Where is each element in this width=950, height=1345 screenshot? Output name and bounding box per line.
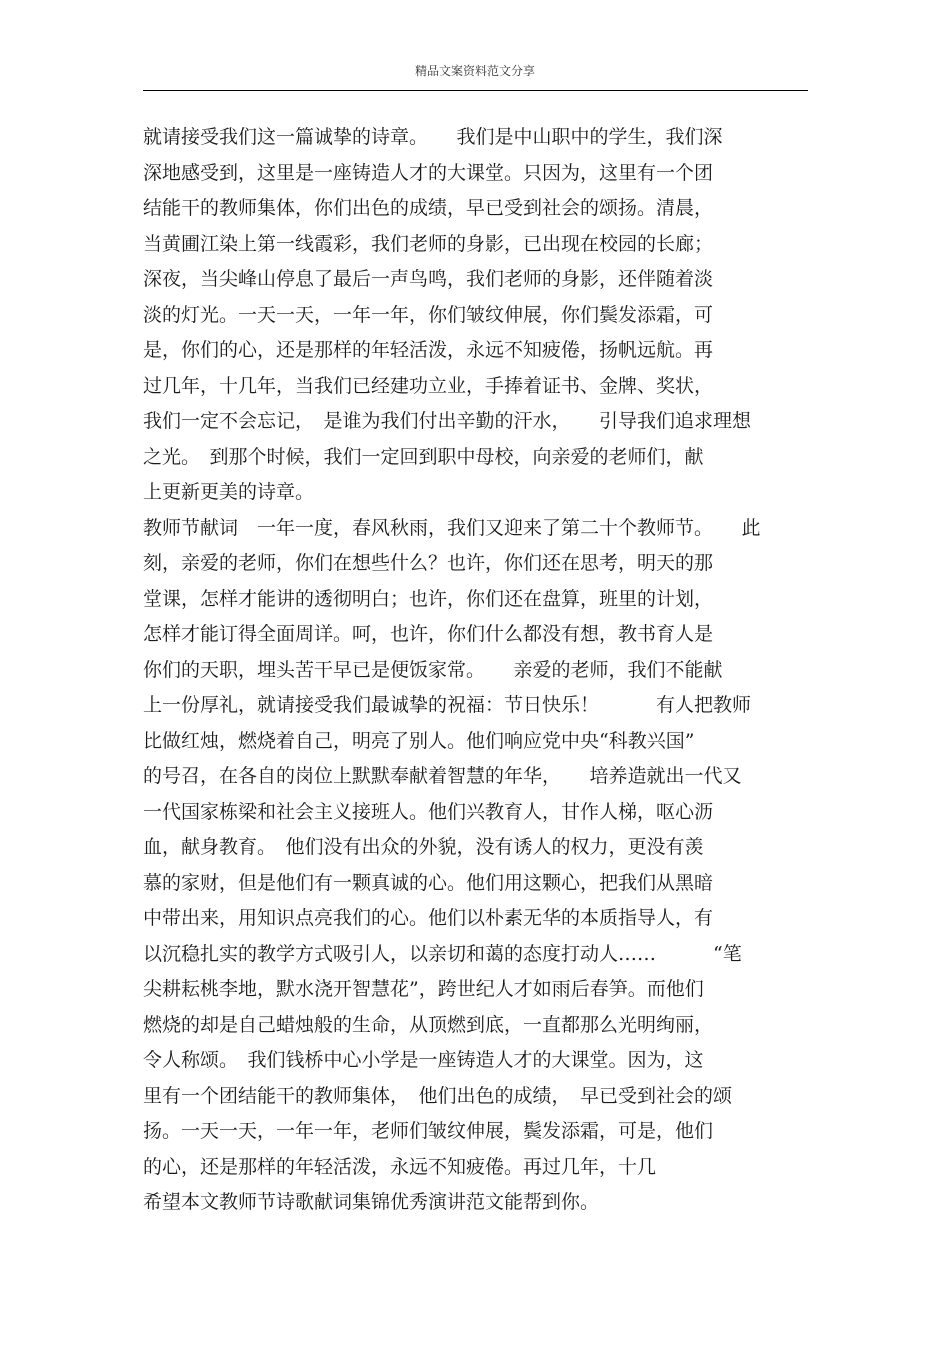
- text-line: 教师节献词 一年一度，春风秋雨，我们又迎来了第二十个教师节。 此: [143, 516, 761, 539]
- text-line: 我们一定不会忘记， 是谁为我们付出辛勤的汗水， 引导我们追求理想: [143, 410, 752, 432]
- text-line: 里有一个团结能干的教师集体， 他们出色的成绩， 早已受到社会的颂: [143, 1084, 733, 1107]
- text-line: 慕的家财，但是他们有一颗真诚的心。他们用这颗心，把我们从黑暗: [143, 871, 714, 894]
- text-line: 上一份厚礼，就请接受我们最诚挚的祝福：节日快乐！ 有人把教师: [143, 694, 752, 716]
- text-line: 燃烧的却是自己蜡烛般的生命，从顶燃到底，一直都那么光明绚丽，: [143, 1013, 714, 1036]
- text-line: 深夜，当尖峰山停息了最后一声鸟鸣，我们老师的身影，还伴随着淡: [143, 268, 714, 290]
- text-line: 以沉稳扎实的教学方式吸引人，以亲切和蔼的态度打动人…… “笔: [143, 942, 742, 965]
- header-rule: [143, 90, 808, 91]
- text-line: 尖耕耘桃李地，默水浇开智慧花”，跨世纪人才如雨后春笋。而他们: [143, 978, 704, 1000]
- text-line: 刻，亲爱的老师，你们在想些什么？也许，你们还在思考，明天的那: [143, 552, 714, 574]
- text-line: 结能干的教师集体，你们出色的成绩，早已受到社会的颂扬。清晨，: [143, 197, 714, 219]
- text-line: 上更新更美的诗章。: [143, 481, 315, 503]
- text-line: 你们的天职，埋头苦干早已是便饭家常。 亲爱的老师，我们不能献: [143, 658, 723, 681]
- text-line: 过几年，十几年，当我们已经建功立业，手捧着证书、金牌、奖状，: [143, 374, 714, 397]
- text-line: 一代国家栋梁和社会主义接班人。他们兴教育人，甘作人梯，呕心沥: [143, 800, 714, 823]
- text-line: 是，你们的心，还是那样的年轻活泼，永远不知疲倦，扬帆远航。再: [143, 339, 714, 361]
- document-body: [143, 120, 813, 1221]
- text-line: 令人称颂。 我们钱桥中心小学是一座铸造人才的大课堂。因为，这: [143, 1049, 704, 1071]
- text-line: 之光。 到那个时候，我们一定回到职中母校，向亲爱的老师们，献: [143, 445, 704, 468]
- text-line: 比做红烛，燃烧着自己，明亮了别人。他们响应党中央“科教兴国”: [143, 729, 695, 752]
- text-line: 就请接受我们这一篇诚挚的诗章。 我们是中山职中的学生，我们深: [143, 126, 723, 148]
- text-line: 的心，还是那样的年轻活泼，永远不知疲倦。再过几年，十几: [143, 1155, 657, 1178]
- text-line: 血，献身教育。 他们没有出众的外貌，没有诱人的权力，更没有羡: [143, 836, 704, 858]
- text-line: 深地感受到，这里是一座铸造人才的大课堂。只因为，这里有一个团: [143, 161, 714, 184]
- text-line: 中带出来，用知识点亮我们的心。他们以朴素无华的本质指导人，有: [143, 907, 714, 929]
- text-line: 的号召，在各自的岗位上默默奉献着智慧的年华， 培养造就出一代又: [143, 765, 742, 787]
- page-header: 精品文案资料范文分享: [414, 64, 535, 78]
- text-line: 希望本文教师节诗歌献词集锦优秀演讲范文能帮到你。: [143, 1191, 600, 1213]
- text-line: 堂课，怎样才能讲的透彻明白；也许，你们还在盘算，班里的计划，: [143, 587, 714, 610]
- text-line: 扬。一天一天，一年一年，老师们皱纹伸展，鬓发添霜，可是，他们: [143, 1120, 714, 1142]
- text-line: 淡的灯光。一天一天，一年一年，你们皱纹伸展，你们鬓发添霜，可: [143, 303, 714, 326]
- text-line: 当黄圃江染上第一线霞彩，我们老师的身影，已出现在校园的长廊；: [143, 232, 714, 255]
- text-line: 怎样才能订得全面周详。呵，也许，你们什么都没有想，教书育人是: [143, 623, 714, 645]
